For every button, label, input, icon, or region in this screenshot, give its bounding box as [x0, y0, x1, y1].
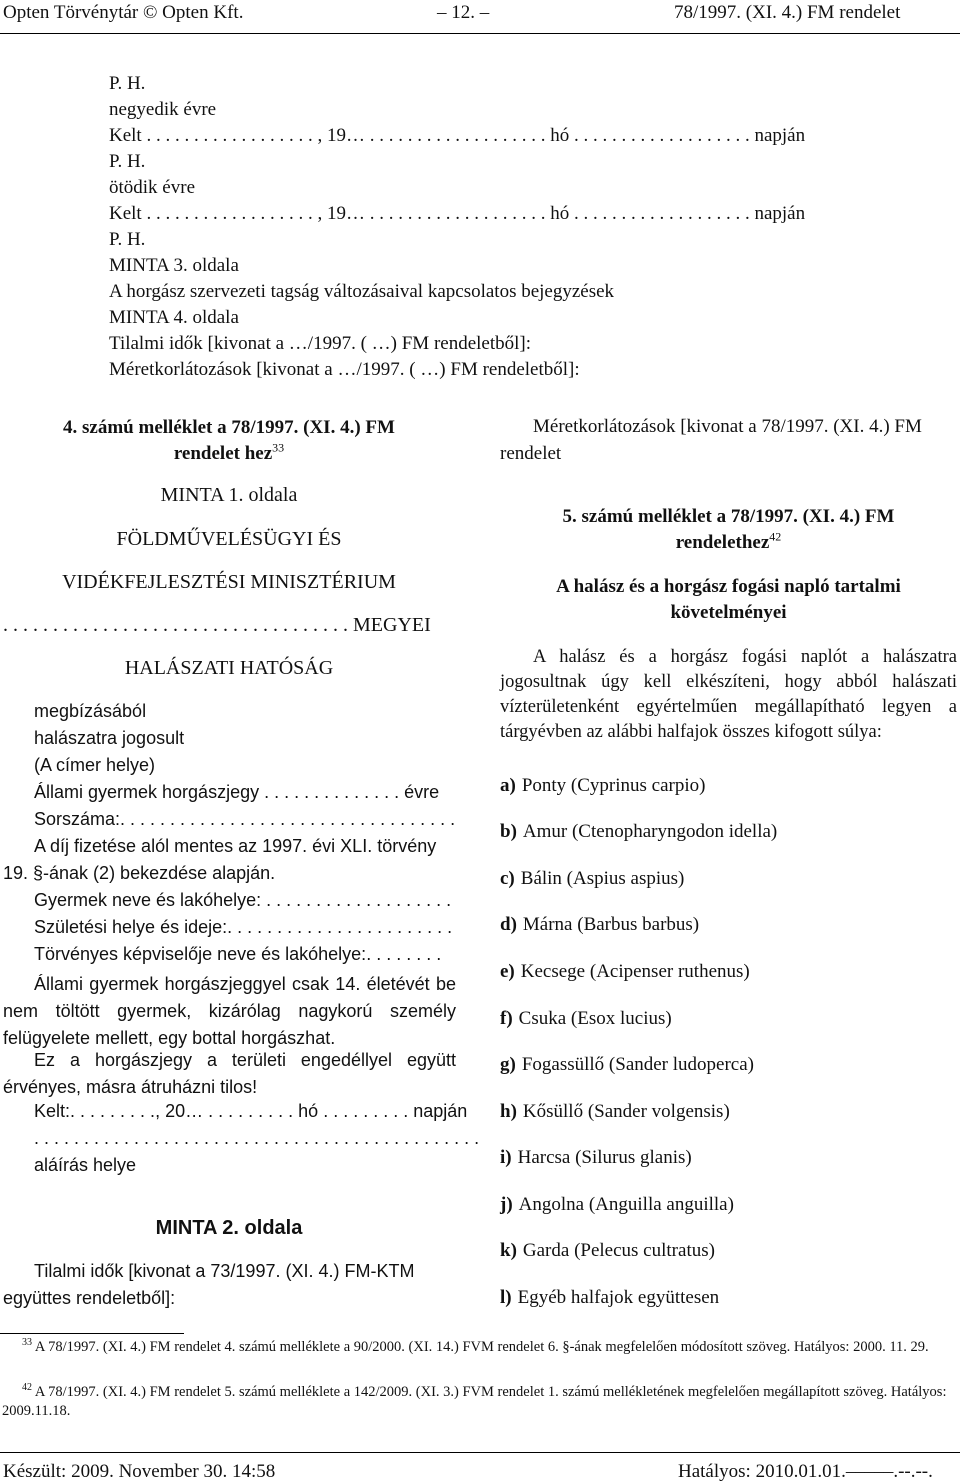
minta-4: MINTA 4. oldala [109, 307, 239, 328]
minta-1: MINTA 1. oldala [160, 484, 298, 506]
dij-mentes-1: A díj fizetése alól mentes az 1997. évi XLI. törvény [34, 836, 437, 856]
negyedik-evre: negyedik évre [109, 99, 217, 120]
signature-dots: . . . . . . . . . . . . . . . . . . . . . . . . . . . . . . . . . . . . . . . . . . . . . [34, 1128, 480, 1148]
list-item: k) Garda (Pelecus cultratus) [500, 1240, 715, 1261]
megbizasabol: megbízásából [34, 701, 147, 721]
para-14-eletev: Állami gyermek horgászjeggyel csak 14. életévét be nem töltött gyermek, kizárólag nagykorú személy felügyelete mellett, egy bottal horgászhat. [3, 974, 456, 1048]
minta-3: MINTA 3. oldala [109, 255, 239, 276]
ph-3: P. H. [109, 229, 146, 250]
cimer-helye: (A címer helye) [34, 755, 156, 775]
alairas-helye: aláírás helye [34, 1155, 137, 1175]
list-item: d) Márna (Barbus barbus) [500, 914, 700, 935]
list-item: e) Kecsege (Acipenser ruthenus) [500, 961, 750, 982]
szuletesi-helye: Születési helye és ideje:. . . . . . . . . . . . . . . . . . . . . . . [34, 917, 453, 937]
list-item: b) Amur (Ctenopharyngodon idella) [500, 821, 778, 842]
para-atruhazni: Ez a horgászjegy a területi engedéllyel együtt érvényes, másra átruházni tilos! [3, 1050, 456, 1097]
annex-5-heading: 5. számú melléklet a 78/1997. (XI. 4.) FM rendelethez$^{42}$ [562, 506, 895, 553]
annex-4-heading: 4. számú melléklet a 78/1997. (XI. 4.) FM rendelet hez$^{33}$ [63, 417, 395, 464]
list-item: h) Kősüllő (Sander volgensis) [500, 1101, 730, 1122]
list-item: g) Fogassüllő (Sander ludoperca) [500, 1054, 754, 1075]
halaszatra-jogosult: halászatra jogosult [34, 728, 185, 748]
footnote-rule [0, 1333, 184, 1334]
minta-2: MINTA 2. oldala [155, 1217, 303, 1239]
right-meret-line-1: Méretkorlátozások [kivonat a 78/1997. (XI. 4.) FM [533, 416, 922, 437]
ministry-line-1: FÖLDMŰVELÉSÜGYI ÉS [116, 528, 342, 550]
megyei-line: . . . . . . . . . . . . . . . . . . . . . . . . . . . . . . . . . . . MEGYEI [3, 614, 431, 636]
meretkorlatozasok: Méretkorlátozások [kivonat a …/1997. ( …) FM rendeletből]: [109, 359, 580, 380]
list-item: a) Ponty (Cyprinus carpio) [500, 775, 706, 796]
dij-mentes-2: 19. §-ának (2) bekezdése alapján. [3, 863, 276, 883]
halaszati-hatosag: HALÁSZATI HATÓSÁG [124, 657, 334, 679]
torvenyes-kepviselo: Törvényes képviselője neve és lakóhelye:. . . . . . . . [34, 944, 442, 964]
tilalmi-2-line-1: Tilalmi idők [kivonat a 73/1997. (XI. 4.) FM-KTM [34, 1261, 415, 1281]
tilalmi-idok: Tilalmi idők [kivonat a …/1997. ( …) FM rendeletből]: [109, 333, 532, 354]
otodik-evre: ötödik évre [109, 177, 196, 198]
footer-created: Készült: 2009. November 30. 14:58 [3, 1461, 276, 1482]
gyermek-neve: Gyermek neve és lakóhelye: . . . . . . . . . . . . . . . . . . . [34, 890, 452, 910]
ph-1: P. H. [109, 73, 146, 94]
list-item: j) Angolna (Anguilla anguilla) [500, 1194, 734, 1215]
annex-5-subtitle: A halász és a horgász fogási napló tartalmi követelményei [556, 576, 901, 623]
horgasz-bejegyzesek: A horgász szervezeti tagság változásaival kapcsolatos bejegyzések [109, 281, 615, 302]
footnote-ref-33[interactable]: 33 [272, 440, 285, 455]
footer-rule [0, 1452, 960, 1453]
footer-effective: Hatályos: 2010.01.01.–––––.--.--. [678, 1461, 933, 1482]
kelt-line-2: Kelt . . . . . . . . . . . . . . . . . . , 19… . . . . . . . . . . . . . . . . . . . hó . . . . . . . . . . . . . . . . . . . napján [109, 203, 806, 224]
header-right: 78/1997. (XI. 4.) FM rendelet [674, 2, 901, 23]
list-item: l) Egyéb halfajok együttesen [500, 1287, 720, 1308]
allami-gyermek-horgaszjegy: Állami gyermek horgászjegy . . . . . . . . . . . . . . évre [34, 782, 440, 802]
header-rule [0, 33, 960, 34]
ministry-line-2: VIDÉKFEJLESZTÉSI MINISZTÉRIUM [62, 571, 396, 593]
header-left: Opten Törvénytár © Opten Kft. [3, 2, 244, 23]
list-item: i) Harcsa (Silurus glanis) [500, 1147, 692, 1168]
header-page-number: – 12. – [437, 2, 490, 23]
footnote-42: $^{42}$ A 78/1997. (XI. 4.) FM rendelet 5. számú melléklete a 142/2009. (XI. 3.) FVM rendelet 1. számú mellékletének megfelelően megállapított szöveg. Hatályos: 2009.11.18. [2, 1382, 947, 1419]
list-item: c) Bálin (Aspius aspius) [500, 868, 685, 889]
tilalmi-2-line-2: együttes rendeletből]: [3, 1288, 176, 1308]
list-item: f) Csuka (Esox lucius) [500, 1008, 672, 1029]
kelt-line-left: Kelt:. . . . . . . . ., 20… . . . . . . . . . hó . . . . . . . . . napján [34, 1101, 468, 1121]
right-meret-line-2: rendelet [500, 443, 562, 464]
annex-5-paragraph: A halász és a horgász fogási naplót a halászatra jogosultnak úgy kell elkészíteni, hogy abból halászati vízterületenként egyértelműen megállapítható legyen a tárgyévben az alábbi halfajok összes kifogott súlya: [500, 647, 957, 742]
footnote-33: $^{33}$ A 78/1997. (XI. 4.) FM rendelet 4. számú melléklete a 90/2000. (XI. 14.) FVM rendelet 6. §-ának megfelelően módosított szöveg. Hatályos: 2000. 11. 29. [22, 1337, 929, 1355]
kelt-line-1: Kelt . . . . . . . . . . . . . . . . . . , 19… . . . . . . . . . . . . . . . . . . . hó . . . . . . . . . . . . . . . . . . . napján [109, 125, 806, 146]
sorszama: Sorszáma:. . . . . . . . . . . . . . . . . . . . . . . . . . . . . . . . . . [34, 809, 456, 829]
ph-2: P. H. [109, 151, 146, 172]
footnote-ref-42[interactable]: 42 [769, 529, 782, 544]
